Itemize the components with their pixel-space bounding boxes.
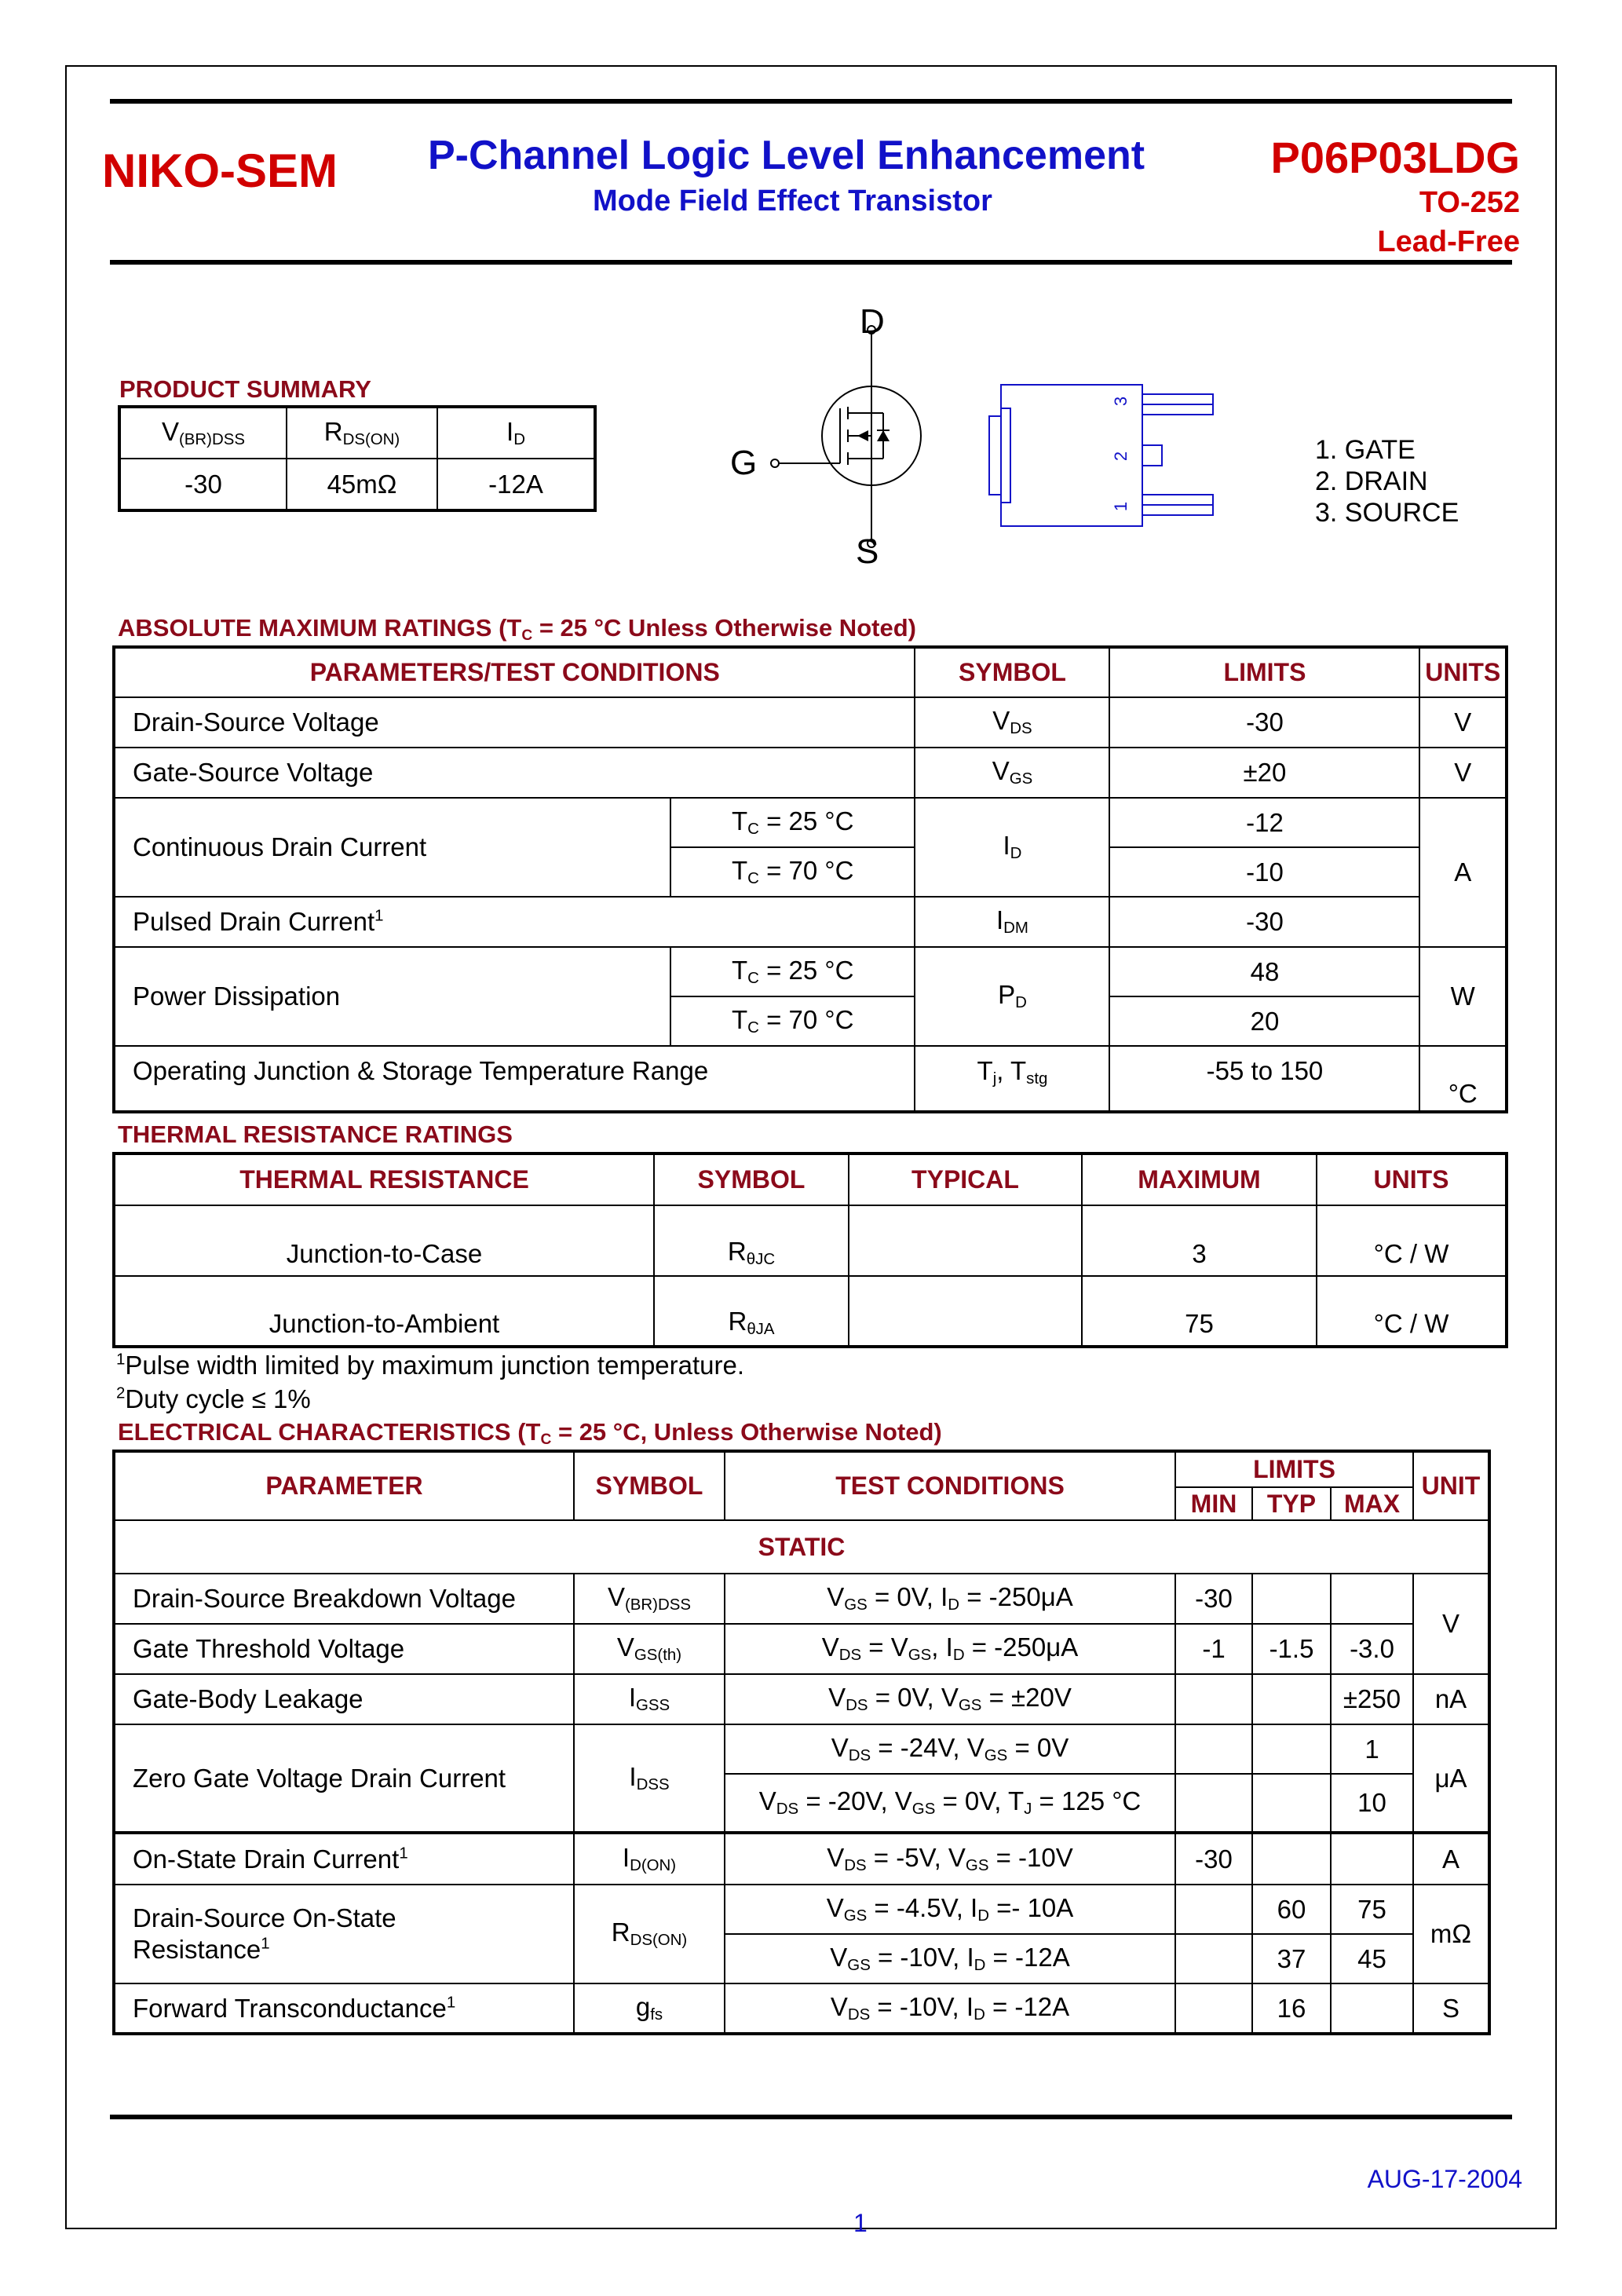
elec-rdson-min-2 <box>1175 1934 1252 1983</box>
elec-idss-param: Zero Gate Voltage Drain Current <box>114 1724 574 1833</box>
title-line-1: P-Channel Logic Level Enhancement <box>428 133 1145 178</box>
elec-igss-min <box>1175 1674 1252 1724</box>
abs-id-cond-70: $T_C = 70$ °C <box>670 847 915 897</box>
product-summary-table <box>118 405 597 512</box>
abs-pd-symbol: $P_D$ <box>915 947 1109 1046</box>
thermal-header-typical: TYPICAL <box>849 1153 1082 1205</box>
thermal-header-units: UNITS <box>1317 1153 1507 1205</box>
package-name: TO-252 <box>1419 186 1520 219</box>
elec-header-typ: TYP <box>1252 1487 1331 1520</box>
elec-header-limits: LIMITS <box>1175 1451 1413 1487</box>
pin-number-3: 3 <box>1111 396 1131 407</box>
to252-package-outline <box>974 369 1233 542</box>
table-row <box>114 1724 1489 1774</box>
abs-idm-param-text: Pulsed Drain Current <box>133 907 375 936</box>
elec-rdson-param: Drain-Source On-State Resistance$^1$ <box>114 1885 574 1983</box>
elec-static-label: STATIC <box>114 1520 1489 1574</box>
elec-vth-param: Gate Threshold Voltage <box>114 1624 574 1674</box>
elec-bvdss-min: -30 <box>1175 1574 1252 1624</box>
abs-vds-limit: -30 <box>1109 697 1419 748</box>
pin-3-label: 3. SOURCE <box>1315 498 1459 528</box>
elec-rdson-param-line2: Resistance <box>133 1935 261 1964</box>
elec-idon-min: -30 <box>1175 1833 1252 1885</box>
elec-gfs-min <box>1175 1983 1252 2034</box>
thermal-header-max: MAXIMUM <box>1082 1153 1317 1205</box>
elec-gfs-cond: $V_{DS} = -10V$, $I_D = -12A$ <box>725 1983 1175 2034</box>
elec-idss-typ-2 <box>1252 1774 1331 1833</box>
thermal-jc-symbol: $R_{\theta JC}$ <box>654 1205 849 1276</box>
elec-rdson-cond-1: $V_{GS} = -4.5V$, $I_D =- 10A$ <box>725 1885 1175 1934</box>
elec-igss-cond: $V_{DS} = 0V$, $V_{GS} = \pm 20V$ <box>725 1674 1175 1724</box>
elec-igss-symbol: $I_{GSS}$ <box>574 1674 725 1724</box>
footnote-1: $^1$Pulse width limited by maximum junction temperature. <box>116 1350 745 1380</box>
thermal-jc-name: Junction-to-Case <box>114 1205 654 1276</box>
header-bottom-rule <box>110 260 1512 265</box>
abs-vgs-unit: V <box>1419 748 1507 798</box>
lead-free-label: Lead-Free <box>1377 225 1520 258</box>
ps-value-id: -12A <box>437 459 595 510</box>
gate-label: G <box>730 444 758 482</box>
pin-2-label: 2. DRAIN <box>1315 466 1428 496</box>
footnote-2-text: Duty cycle ≤ 1% <box>125 1384 311 1413</box>
elec-gfs-param: Forward Transconductance$^1$ <box>114 1983 574 2034</box>
table-row <box>114 1833 1489 1885</box>
elec-rdson-min-1 <box>1175 1885 1252 1934</box>
table-row <box>114 1674 1489 1724</box>
elec-gfs-unit: S <box>1413 1983 1489 2034</box>
elec-bvdss-max <box>1331 1574 1413 1624</box>
elec-vth-min: -1 <box>1175 1624 1252 1674</box>
footnote-1-text: Pulse width limited by maximum junction temperature. <box>125 1351 745 1380</box>
abs-id-limit-70: -10 <box>1109 847 1419 897</box>
table-row <box>114 1574 1489 1624</box>
footer-page-number: 1 <box>853 2209 868 2237</box>
elec-idss-max-2: 10 <box>1331 1774 1413 1833</box>
thermal-header-name: THERMAL RESISTANCE <box>114 1153 654 1205</box>
elec-bvdss-symbol: $V_{(BR)DSS}$ <box>574 1574 725 1624</box>
elec-gfs-max <box>1331 1983 1413 2034</box>
thermal-ja-unit: °C / W <box>1317 1276 1507 1347</box>
thermal-jc-unit: °C / W <box>1317 1205 1507 1276</box>
abs-header-param: PARAMETERS/TEST CONDITIONS <box>114 647 915 697</box>
footer-rule <box>110 2115 1512 2119</box>
table-row <box>114 1205 1507 1276</box>
footnote-2: $^2$Duty cycle ≤ 1% <box>116 1384 311 1413</box>
abs-idm-param: Pulsed Drain Current$^1$ <box>114 897 915 947</box>
elec-idon-symbol: $I_{D(ON)}$ <box>574 1833 725 1885</box>
abs-pd-limit-25: 48 <box>1109 947 1419 996</box>
elec-idss-cond-2: $V_{DS} = -20V$, $V_{GS} = 0V$, $T_J = 125$ °C <box>725 1774 1175 1833</box>
elec-rdson-param-line1: Drain-Source On-State <box>133 1903 396 1932</box>
elec-header-max: MAX <box>1331 1487 1413 1520</box>
elec-idon-max <box>1331 1833 1413 1885</box>
abs-tj-unit: °C <box>1419 1046 1507 1112</box>
abs-max-table <box>112 645 1508 1113</box>
elec-header-symbol: SYMBOL <box>574 1451 725 1520</box>
abs-id-cond-25: $T_C = 25$ °C <box>670 798 915 847</box>
elec-igss-typ <box>1252 1674 1331 1724</box>
abs-max-title-text: ABSOLUTE MAXIMUM RATINGS <box>118 614 492 642</box>
product-summary-title: PRODUCT SUMMARY <box>119 375 371 403</box>
pin-1-label: 1. GATE <box>1315 435 1416 465</box>
pin-number-2: 2 <box>1111 451 1131 462</box>
electrical-title-text: ELECTRICAL CHARACTERISTICS <box>118 1418 511 1446</box>
elec-rdson-typ-2: 37 <box>1252 1934 1331 1983</box>
elec-gfs-typ: 16 <box>1252 1983 1331 2034</box>
elec-idon-unit: A <box>1413 1833 1489 1885</box>
abs-tj-symbol: $T_j$, $T_{stg}$ <box>915 1046 1109 1112</box>
abs-vds-unit: V <box>1419 697 1507 748</box>
elec-idon-cond: $V_{DS} = -5V$, $V_{GS} = -10V$ <box>725 1833 1175 1885</box>
elec-header-unit: UNIT <box>1413 1451 1489 1520</box>
thermal-table <box>112 1152 1508 1348</box>
elec-igss-unit: nA <box>1413 1674 1489 1724</box>
abs-header-symbol: SYMBOL <box>915 647 1109 697</box>
table-row <box>114 1983 1489 2034</box>
footer-date: AUG-17-2004 <box>1367 2165 1522 2193</box>
elec-idss-max-1: 1 <box>1331 1724 1413 1774</box>
elec-header-min: MIN <box>1175 1487 1252 1520</box>
pin-list <box>1315 434 1459 528</box>
elec-bvdss-param: Drain-Source Breakdown Voltage <box>114 1574 574 1624</box>
abs-header-units: UNITS <box>1419 647 1507 697</box>
title-line-2: Mode Field Effect Transistor <box>593 185 992 218</box>
abs-id-unit: A <box>1419 798 1507 947</box>
elec-rdson-max-2: 45 <box>1331 1934 1413 1983</box>
abs-pd-cond-70: $T_C = 70$ °C <box>670 996 915 1046</box>
elec-bvdss-unit: V <box>1413 1574 1489 1674</box>
part-number: P06P03LDG <box>1270 133 1520 182</box>
elec-vth-cond: $V_{DS} = V_{GS}$, $I_D = -250\mu A$ <box>725 1624 1175 1674</box>
abs-vds-symbol: $V_{DS}$ <box>915 697 1109 748</box>
thermal-ja-typical <box>849 1276 1082 1347</box>
elec-igss-max: ±250 <box>1331 1674 1413 1724</box>
pin-number-1: 1 <box>1111 501 1131 512</box>
top-rule <box>110 99 1512 104</box>
elec-rdson-cond-2: $V_{GS} = -10V$, $I_D = -12A$ <box>725 1934 1175 1983</box>
ps-header-id: $I_D$ <box>437 407 595 459</box>
elec-rdson-max-1: 75 <box>1331 1885 1413 1934</box>
elec-header-parameter: PARAMETER <box>114 1451 574 1520</box>
table-row <box>114 1276 1507 1347</box>
abs-vgs-param: Gate-Source Voltage <box>114 748 915 798</box>
elec-idss-min-1 <box>1175 1724 1252 1774</box>
source-label: S <box>856 532 879 571</box>
electrical-table <box>112 1450 1491 2035</box>
abs-tj-param: Operating Junction & Storage Temperature Range <box>114 1046 915 1112</box>
elec-rdson-unit: mΩ <box>1413 1885 1489 1983</box>
abs-idm-symbol: $I_{DM}$ <box>915 897 1109 947</box>
elec-bvdss-typ <box>1252 1574 1331 1624</box>
thermal-ja-name: Junction-to-Ambient <box>114 1276 654 1347</box>
drain-label: D <box>860 302 885 341</box>
mosfet-symbol <box>722 298 958 581</box>
table-row <box>114 1885 1489 1934</box>
elec-idon-param: On-State Drain Current$^1$ <box>114 1833 574 1885</box>
elec-bvdss-cond: $V_{GS} = 0V$, $I_D = -250\mu A$ <box>725 1574 1175 1624</box>
abs-idm-limit: -30 <box>1109 897 1419 947</box>
abs-tj-limit: -55 to 150 <box>1109 1046 1419 1112</box>
elec-idon-typ <box>1252 1833 1331 1885</box>
elec-idss-unit: μA <box>1413 1724 1489 1833</box>
ps-header-rds: $R_{DS(ON)}$ <box>287 407 437 459</box>
abs-id-symbol: $I_D$ <box>915 798 1109 897</box>
thermal-header-symbol: SYMBOL <box>654 1153 849 1205</box>
abs-id-limit-25: -12 <box>1109 798 1419 847</box>
abs-vgs-limit: ±20 <box>1109 748 1419 798</box>
elec-header-conditions: TEST CONDITIONS <box>725 1451 1175 1520</box>
elec-vth-max: -3.0 <box>1331 1624 1413 1674</box>
elec-vth-symbol: $V_{GS(th)}$ <box>574 1624 725 1674</box>
abs-header-limits: LIMITS <box>1109 647 1419 697</box>
abs-pd-cond-25: $T_C = 25$ °C <box>670 947 915 996</box>
elec-gfs-symbol: $g_{fs}$ <box>574 1983 725 2034</box>
abs-pd-unit: W <box>1419 947 1507 1046</box>
thermal-title: THERMAL RESISTANCE RATINGS <box>118 1121 513 1148</box>
ps-value-rds: 45mΩ <box>287 459 437 510</box>
table-row <box>114 1624 1489 1674</box>
elec-idon-param-text: On-State Drain Current <box>133 1844 400 1874</box>
abs-vds-param: Drain-Source Voltage <box>114 697 915 748</box>
elec-rdson-typ-1: 60 <box>1252 1885 1331 1934</box>
elec-idss-symbol: $I_{DSS}$ <box>574 1724 725 1833</box>
thermal-jc-max: 3 <box>1082 1205 1317 1276</box>
elec-idss-typ-1 <box>1252 1724 1331 1774</box>
abs-pd-param: Power Dissipation <box>114 947 670 1046</box>
elec-idss-min-2 <box>1175 1774 1252 1833</box>
abs-vgs-symbol: $V_{GS}$ <box>915 748 1109 798</box>
elec-gfs-param-text: Forward Transconductance <box>133 1993 447 2023</box>
elec-idss-cond-1: $V_{DS} = -24V$, $V_{GS} = 0V$ <box>725 1724 1175 1774</box>
abs-max-title: ABSOLUTE MAXIMUM RATINGS ($T_C = 25$ °C Unless Otherwise Noted) <box>118 614 916 644</box>
company-name: NIKO-SEM <box>102 144 338 197</box>
ps-header-vbr: $V_{(BR)DSS}$ <box>119 407 287 459</box>
elec-igss-param: Gate-Body Leakage <box>114 1674 574 1724</box>
abs-id-param: Continuous Drain Current <box>114 798 670 897</box>
thermal-jc-typical <box>849 1205 1082 1276</box>
ps-value-vbr: -30 <box>119 459 287 510</box>
abs-pd-limit-70: 20 <box>1109 996 1419 1046</box>
thermal-ja-max: 75 <box>1082 1276 1317 1347</box>
elec-vth-typ: -1.5 <box>1252 1624 1331 1674</box>
electrical-title: ELECTRICAL CHARACTERISTICS ($T_C = 25$ °C, Unless Otherwise Noted) <box>118 1418 942 1448</box>
thermal-ja-symbol: $R_{\theta JA}$ <box>654 1276 849 1347</box>
elec-rdson-symbol: $R_{DS(ON)}$ <box>574 1885 725 1983</box>
